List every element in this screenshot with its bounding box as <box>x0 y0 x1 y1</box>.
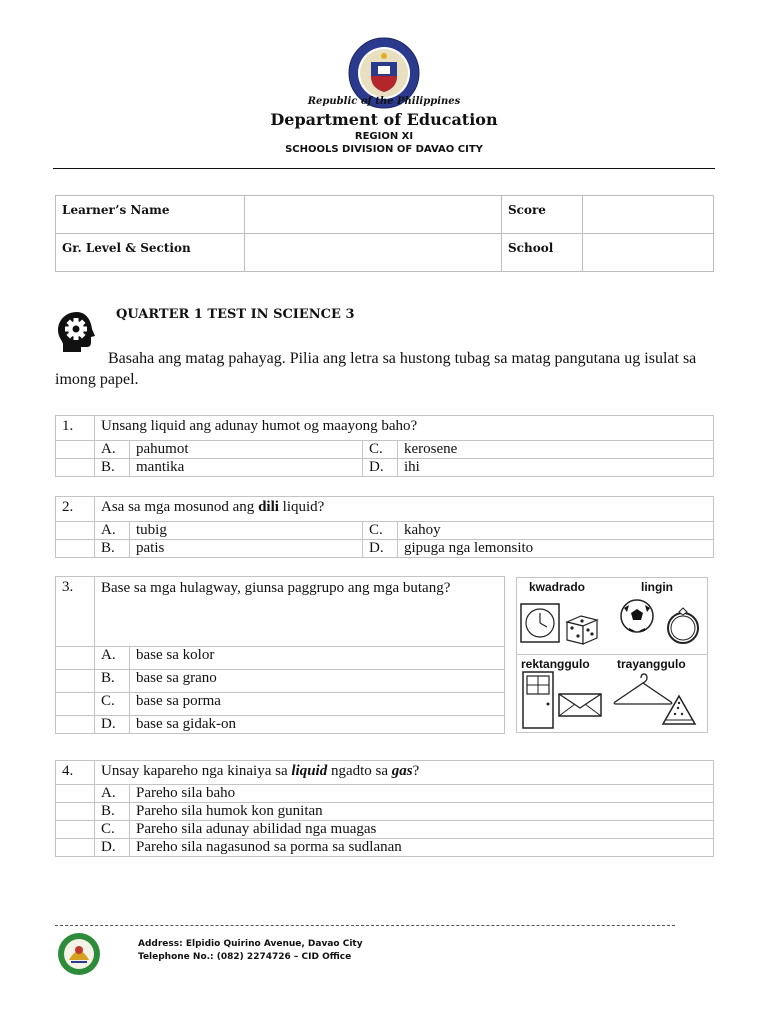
republic-line: Republic of the Philippines <box>307 96 461 107</box>
option-letter: A. <box>95 785 130 803</box>
option-letter: D. <box>95 839 130 857</box>
option-d-text[interactable]: gipuga nga lemonsito <box>398 540 714 558</box>
option-b-text[interactable]: patis <box>130 540 363 558</box>
option-letter: B. <box>95 803 130 821</box>
question-3 <box>55 576 505 734</box>
door-icon <box>523 672 553 728</box>
question-number: 1. <box>56 416 95 441</box>
option-b-text[interactable]: Pareho sila humok kon gunitan <box>130 803 714 821</box>
option-a-text[interactable]: tubig <box>130 522 363 540</box>
option-d-text[interactable]: Pareho sila nagasunod sa porma sa sudlanan <box>130 839 714 857</box>
emphasis-word: gas <box>391 763 413 779</box>
option-a-text[interactable]: base sa kolor <box>130 647 505 670</box>
learner-name-field[interactable] <box>245 196 502 234</box>
option-letter: D. <box>95 716 130 734</box>
score-field[interactable] <box>583 196 714 234</box>
option-letter: A. <box>95 522 130 540</box>
question-text: Asa sa mga mosunod ang dili liquid? <box>95 497 714 522</box>
option-letter: A. <box>95 441 130 459</box>
learner-name-label: Learner’s Name <box>56 196 245 234</box>
label-circle: lingin <box>641 580 673 594</box>
question-number: 3. <box>56 577 95 647</box>
question-text: Unsay kapareho nga kinaiya sa liquid ngadto sa gas? <box>95 761 714 785</box>
test-instructions: Basaha ang matag pahayag. Pilia ang letra sa hustong tubag sa matag pangutana ug isulat sa imong papel. <box>55 350 697 388</box>
option-letter: C. <box>95 821 130 839</box>
option-c-text[interactable]: kahoy <box>398 522 714 540</box>
option-letter: B. <box>95 670 130 693</box>
question-number: 2. <box>56 497 95 522</box>
ring-icon <box>668 608 698 643</box>
option-letter: C. <box>363 522 398 540</box>
division-line: SCHOOLS DIVISION OF DAVAO CITY <box>285 144 483 155</box>
question-text: Base sa mga hulagway, giunsa paggrupo ang mga butang? <box>95 577 505 647</box>
soccer-ball-icon <box>621 600 653 632</box>
option-c-text[interactable]: kerosene <box>398 441 714 459</box>
emphasis-word: liquid <box>291 763 328 779</box>
label-square: kwadrado <box>529 580 586 594</box>
question-2 <box>55 496 714 558</box>
question-1 <box>55 415 714 477</box>
school-field[interactable] <box>583 234 714 272</box>
shapes-picture <box>516 577 708 733</box>
clock-icon <box>521 604 559 642</box>
envelope-icon <box>559 694 601 716</box>
option-d-text[interactable]: base sa gidak-on <box>130 716 505 734</box>
footer-telephone: Telephone No.: (082) 2274726 – CID Office <box>138 952 352 962</box>
option-letter: A. <box>95 647 130 670</box>
footer-address: Address: Elpidio Quirino Avenue, Davao City <box>138 939 363 949</box>
option-d-text[interactable]: ihi <box>398 459 714 477</box>
hanger-icon <box>614 674 672 704</box>
option-a-text[interactable]: Pareho sila baho <box>130 785 714 803</box>
test-title: QUARTER 1 TEST IN SCIENCE 3 <box>116 307 355 322</box>
option-letter: D. <box>363 459 398 477</box>
region-line: REGION XI <box>354 131 414 142</box>
option-letter: C. <box>363 441 398 459</box>
option-letter: B. <box>95 459 130 477</box>
emphasis-word: dili <box>258 499 279 515</box>
label-rectangle: rektanggulo <box>521 657 590 671</box>
option-letter: D. <box>363 540 398 558</box>
option-c-text[interactable]: base sa porma <box>130 693 505 716</box>
question-4 <box>55 760 714 857</box>
option-a-text[interactable]: pahumot <box>130 441 363 459</box>
grade-section-label: Gr. Level & Section <box>56 234 245 272</box>
label-triangle: trayanggulo <box>617 657 686 671</box>
score-label: Score <box>502 196 583 234</box>
header-divider <box>53 168 715 169</box>
school-label: School <box>502 234 583 272</box>
learner-info-table <box>55 195 714 272</box>
option-letter: C. <box>95 693 130 716</box>
division-logo-icon <box>57 932 101 976</box>
option-c-text[interactable]: Pareho sila adunay abilidad nga muagas <box>130 821 714 839</box>
question-number: 4. <box>56 761 95 785</box>
option-b-text[interactable]: base sa grano <box>130 670 505 693</box>
question-text: Unsang liquid ang adunay humot og maayong baho? <box>95 416 714 441</box>
department-title: Department of Education <box>270 110 498 129</box>
option-letter: B. <box>95 540 130 558</box>
dice-icon <box>567 616 597 644</box>
option-b-text[interactable]: mantika <box>130 459 363 477</box>
grade-section-field[interactable] <box>245 234 502 272</box>
footer-divider <box>55 925 675 926</box>
